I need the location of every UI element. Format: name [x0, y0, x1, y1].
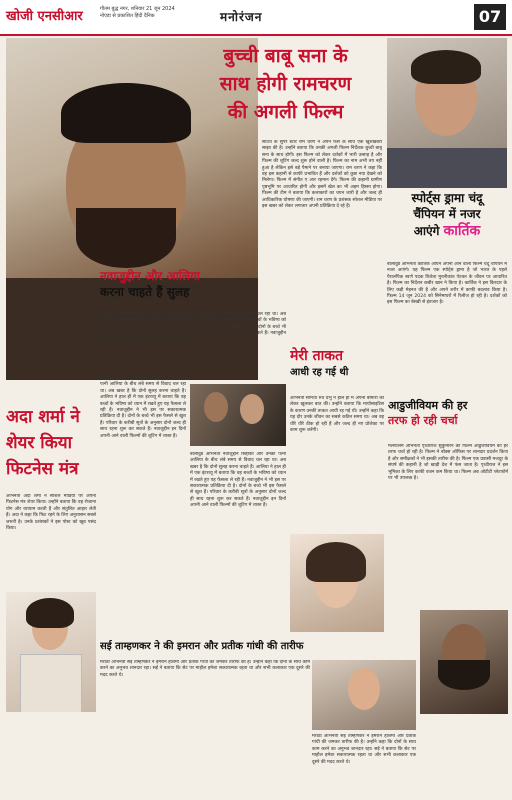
- edition-meta: गौतम बुद्ध नगर, शनिवार 21 जून 2024 नोएडा से प्रकाशित हिंदी दैनिक: [100, 6, 175, 19]
- adah-body: अभिनेत्री अदा शर्मा ने सोशल मीडिया पर अपना फिटनेस मंत्र शेयर किया। उन्होंने बताया कि वह रोजाना योग और व्यायाम करती हैं और संतुलित आहार लेती हैं। अदा ने कहा कि फिट रहने के लिए अनुशासन सबसे जरूरी है। उनके प्रशंसकों ने इस पोस्ट को खूब पसंद किया।: [6, 494, 96, 532]
- samantha-photo: [290, 534, 384, 632]
- emraan-headline: सई ताम्हणकर ने की इमरान और प्रतीक गांधी की तारीफ: [100, 641, 304, 652]
- nawaz-body-cont: बॉलीवुड अभिनेता नवाजुद्दीन सिद्दीकी और उनकी पत्नी आलिया के बीच लंबे समय से विवाद चल रहा था। अब खबर है कि दोनों सुलह करना चाहते हैं। आलिया ने हाल ही में एक इंटरव्यू में बताया कि वह बच्चों के भविष्य को ध्यान में रखते हुए यह फैसला ले रही हैं। नवाजुद्दीन ने भी इस पर सकारात्मक प्रतिक्रिया दी है। दोनों के बच्चे भी इस फैसले से खुश हैं। परिवार के करीबी सूत्रों के अनुसार दोनों जल्द ही साथ रहना शुरू कर सकते हैं। नवाजुद्दीन इन दिनों अपनी आने वाली फिल्मों की शूटिंग में व्यस्त हैं।: [100, 376, 186, 439]
- kartik-headline: स्पोर्ट्स ड्रामा चंदू चैंपियन में नजर आएंगे कार्तिक: [411, 191, 483, 239]
- masthead: [0, 0, 512, 36]
- section-title: मनोरंजन: [220, 10, 263, 24]
- nawaz-aaliya-photo: [190, 384, 286, 446]
- newspaper-logo: खोजी एनसीआर: [6, 9, 83, 24]
- lead-body: साउथ के सुपर स्टार राम चरण ने अपने फैंस के साथ एक खुशखबरी साझा की है। उन्होंने बताया कि उनकी अगली फिल्म निर्देशक बुच्ची बाबू सना के साथ होगी। इस फिल्म को लेकर दर्शकों में भारी उत्साह है और फिल्म की शूटिंग जल्द शुरू होने वाली है। फिल्म का नाम अभी तय नहीं हुआ है लेकिन इसे बड़े पैमाने पर बनाया जाएगा। राम चरण ने कहा कि वह इस कहानी से काफी प्रभावित हैं और दर्शकों को कुछ नया देखने को मिलेगा। फिल्म में संगीत ए आर रहमान देंगे। फिल्म की कहानी ग्रामीण पृष्ठभूमि पर आधारित होगी और इसमें खेल का भी अहम हिस्सा होगा। फिल्म की टीम ने बताया कि कलाकारों का चयन जारी है और जल्द ही आधिकारिक घोषणा की जाएगी। राम चरण के प्रशंसक सोशल मीडिया पर इस खबर को लेकर लगातार अपनी प्रतिक्रिया दे रहे हैं।: [262, 140, 382, 210]
- emraan-body-cont: मराठी अभिनेत्री सई ताम्हणकर ने इमरान हाशमी और प्रतीक गांधी की जमकर तारीफ की है। उन्होंने कहा कि दोनों के साथ काम करने का अनुभव शानदार रहा। सई ने बताया कि सेट पर माहौल हमेशा सकारात्मक रहता था और सभी कलाकार एक दूसरे की मदद करते थे।: [312, 734, 416, 765]
- adah-photo: [6, 592, 96, 712]
- nawaz-body: बॉलीवुड अभिनेता नवाजुद्दीन सिद्दीकी और उनकी पत्नी आलिया के बीच लंबे समय से विवाद चल रहा था। अब खबर है कि दोनों सुलह करना चाहते हैं। आलिया ने हाल ही में एक इंटरव्यू में बताया कि वह बच्चों के भविष्य को ध्यान में रखते हुए यह फैसला ले रही हैं। नवाजुद्दीन ने भी इस पर सकारात्मक प्रतिक्रिया दी है। दोनों के बच्चे भी इस फैसले से खुश हैं। परिवार के करीबी सूत्रों के अनुसार दोनों जल्द ही साथ रहना शुरू कर सकते हैं। नवाजुद्दीन इन दिनों अपनी आने वाली फिल्मों की शूटिंग में व्यस्त हैं।: [100, 312, 286, 343]
- aadujeevitham-body: मलयालम अभिनेता पृथ्वीराज सुकुमारन की फिल्म आडुजीवियम की हर तरफ चर्चा हो रही है। फिल्म ने बॉक्स ऑफिस पर शानदार प्रदर्शन किया है और समीक्षकों ने भी इसकी तारीफ की है। फिल्म एक प्रवासी मजदूर के संघर्ष की कहानी है जो खाड़ी देश में फंस जाता है। पृथ्वीराज ने इस भूमिका के लिए काफी वजन कम किया था। फिल्म अब ओटीटी प्लेटफॉर्म पर भी उपलब्ध है।: [388, 444, 508, 482]
- kartik-body: बॉलीवुड अभिनेता कार्तिक आर्यन अपनी आने वाली फिल्म चंदू चैंपियन में नजर आएंगे। यह फिल्म एक स्पोर्ट्स ड्रामा है जो भारत के पहले पैरालंपिक स्वर्ण पदक विजेता मुरलीकांत पेटकर के जीवन पर आधारित है। फिल्म का निर्देशन कबीर खान ने किया है। कार्तिक ने इस किरदार के लिए कड़ी मेहनत की है और अपने शरीर में काफी बदलाव किया है। फिल्म 14 जून 2024 को सिनेमाघरों में रिलीज हो रही है। दर्शकों को इस फिल्म का बेसब्री से इंतजार है।: [387, 262, 507, 306]
- nawaz-headline: नवाजुद्दीन और आलिया करना चाहते हैं सुलह: [100, 269, 201, 299]
- aadujeevitham-headline: आडुजीवियम की हर तरफ हो रही चर्चा: [388, 399, 468, 427]
- samantha-body: अभिनेत्री सामंथा रुथ प्रभु ने हाल ही में अपनी बीमारी को लेकर खुलकर बात की। उन्होंने बताया कि मायोसाइटिस के कारण उनकी ताकत आधी रह गई थी। उन्होंने कहा कि यह दौर उनके जीवन का सबसे कठिन समय था। अब वह धीरे धीरे ठीक हो रही हैं और जल्द ही नए प्रोजेक्ट पर काम शुरू करेंगी।: [290, 396, 384, 434]
- lead-headline: बुच्ची बाबू सना के साथ होगी रामचरण की अगली फिल्म: [219, 45, 352, 123]
- page-number: 07: [474, 4, 506, 30]
- emraan-body: मराठी अभिनेत्री सई ताम्हणकर ने इमरान हाशमी और प्रतीक गांधी की जमकर तारीफ की है। उन्होंने कहा कि दोनों के साथ काम करने का अनुभव शानदार रहा। सई ने बताया कि सेट पर माहौल हमेशा सकारात्मक रहता था और सभी कलाकार एक दूसरे की मदद करते थे।: [100, 660, 310, 678]
- nawaz-body-cont2: बॉलीवुड अभिनेता नवाजुद्दीन सिद्दीकी और उनकी पत्नी आलिया के बीच लंबे समय से विवाद चल रहा था। अब खबर है कि दोनों सुलह करना चाहते हैं। आलिया ने हाल ही में एक इंटरव्यू में बताया कि वह बच्चों के भविष्य को ध्यान में रखते हुए यह फैसला ले रही हैं। नवाजुद्दीन ने भी इस पर सकारात्मक प्रतिक्रिया दी है। दोनों के बच्चे भी इस फैसले से खुश हैं। परिवार के करीबी सूत्रों के अनुसार दोनों जल्द ही साथ रहना शुरू कर सकते हैं। नवाजुद्दीन इन दिनों अपनी आने वाली फिल्मों की शूटिंग में व्यस्त हैं।: [190, 452, 286, 509]
- samantha-headline: मेरी ताकत आधी रह गई थी: [290, 348, 349, 378]
- adah-headline: अदा शर्मा ने शेयर किया फिटनेस मंत्र: [6, 407, 80, 479]
- saie-photo: [312, 660, 416, 730]
- prithviraj-photo: [420, 610, 508, 714]
- kartik-photo: [387, 38, 507, 188]
